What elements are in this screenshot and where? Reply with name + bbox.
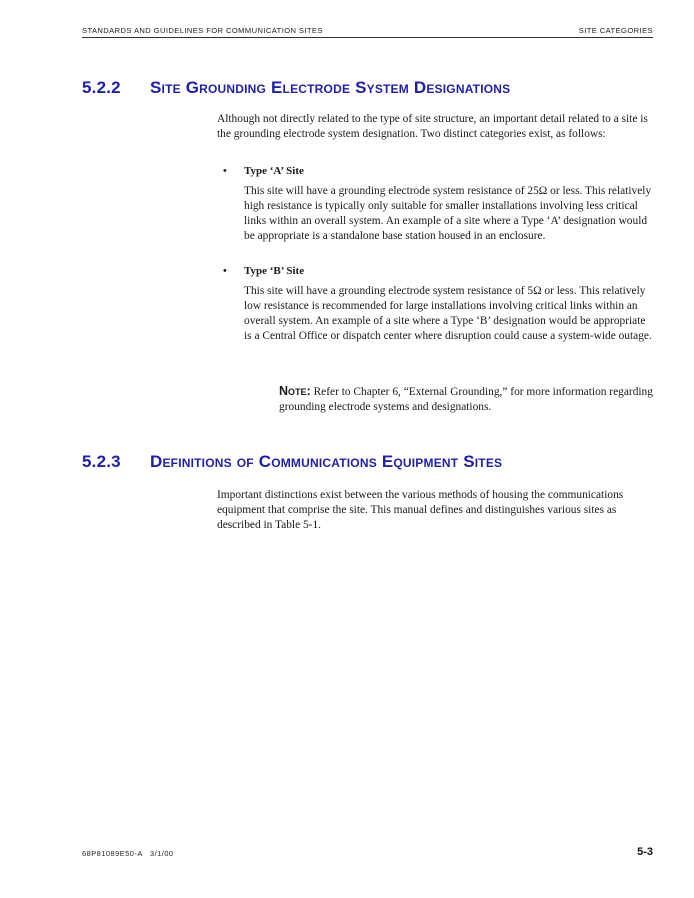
section-intro bbox=[217, 112, 654, 142]
bullet-type-a bbox=[217, 165, 304, 177]
bullet-paragraph: This site will have a grounding electrode system resistance of 25Ω or less. This relatively high resistance is typically only suitable for smaller installations involving less critical links within an overall system. An example of a site where a Type ‘A’ designation would be appropriate is a standalone base station housed in an enclosure. bbox=[244, 185, 652, 242]
intro-paragraph: Important distinctions exist between the various methods of housing the communications equipment that comprise the site. This manual defines and distinguishes various sites as described in Table 5-1. bbox=[217, 489, 624, 531]
bullet-type-b bbox=[217, 265, 304, 277]
note-text: Refer to Chapter 6, “External Grounding,” for more information regarding grounding electrode systems and designations. bbox=[279, 386, 653, 413]
section-number: 5.2.2 bbox=[82, 78, 121, 97]
bullet-type-a-text bbox=[244, 184, 654, 244]
section-title: Site Grounding Electrode System Designations bbox=[150, 78, 511, 97]
running-header-chapter: SITE CATEGORIES bbox=[578, 26, 653, 35]
section-number: 5.2.3 bbox=[82, 452, 121, 471]
intro-paragraph: Although not directly related to the type of site structure, an important detail related to a site is the grounding electrode system designation. Two distinct categories exist, as follows: bbox=[217, 113, 648, 140]
section-intro bbox=[217, 488, 654, 533]
bullet-paragraph: This site will have a grounding electrode system resistance of 5Ω or less. This relatively low resistance is recommended for large installations involving critical links within an overall system. An example of a site where a Type ‘B’ designation would be appropriate is a Central Office or dispatch center where disruption could cause a system-wide outage. bbox=[244, 285, 652, 342]
section-title: Definitions of Communications Equipment Sites bbox=[150, 452, 503, 471]
bullet-title: Type ‘B’ Site bbox=[244, 265, 305, 277]
header-rule bbox=[82, 37, 653, 38]
bullet-type-b-text bbox=[244, 284, 654, 344]
note-label: Note: bbox=[279, 384, 311, 398]
footer-page-number: 5-3 bbox=[637, 846, 653, 858]
footer-doc-id: 68P81089E50-A 3/1/00 bbox=[82, 849, 174, 858]
note-block bbox=[279, 384, 654, 415]
section-heading-5-2-3 bbox=[82, 452, 502, 472]
section-heading-5-2-2 bbox=[82, 78, 510, 98]
bullet-dot: • bbox=[223, 165, 227, 177]
bullet-title: Type ‘A’ Site bbox=[244, 165, 304, 177]
running-header-title: STANDARDS AND GUIDELINES FOR COMMUNICATION SITES bbox=[82, 26, 323, 35]
bullet-dot: • bbox=[223, 265, 227, 277]
